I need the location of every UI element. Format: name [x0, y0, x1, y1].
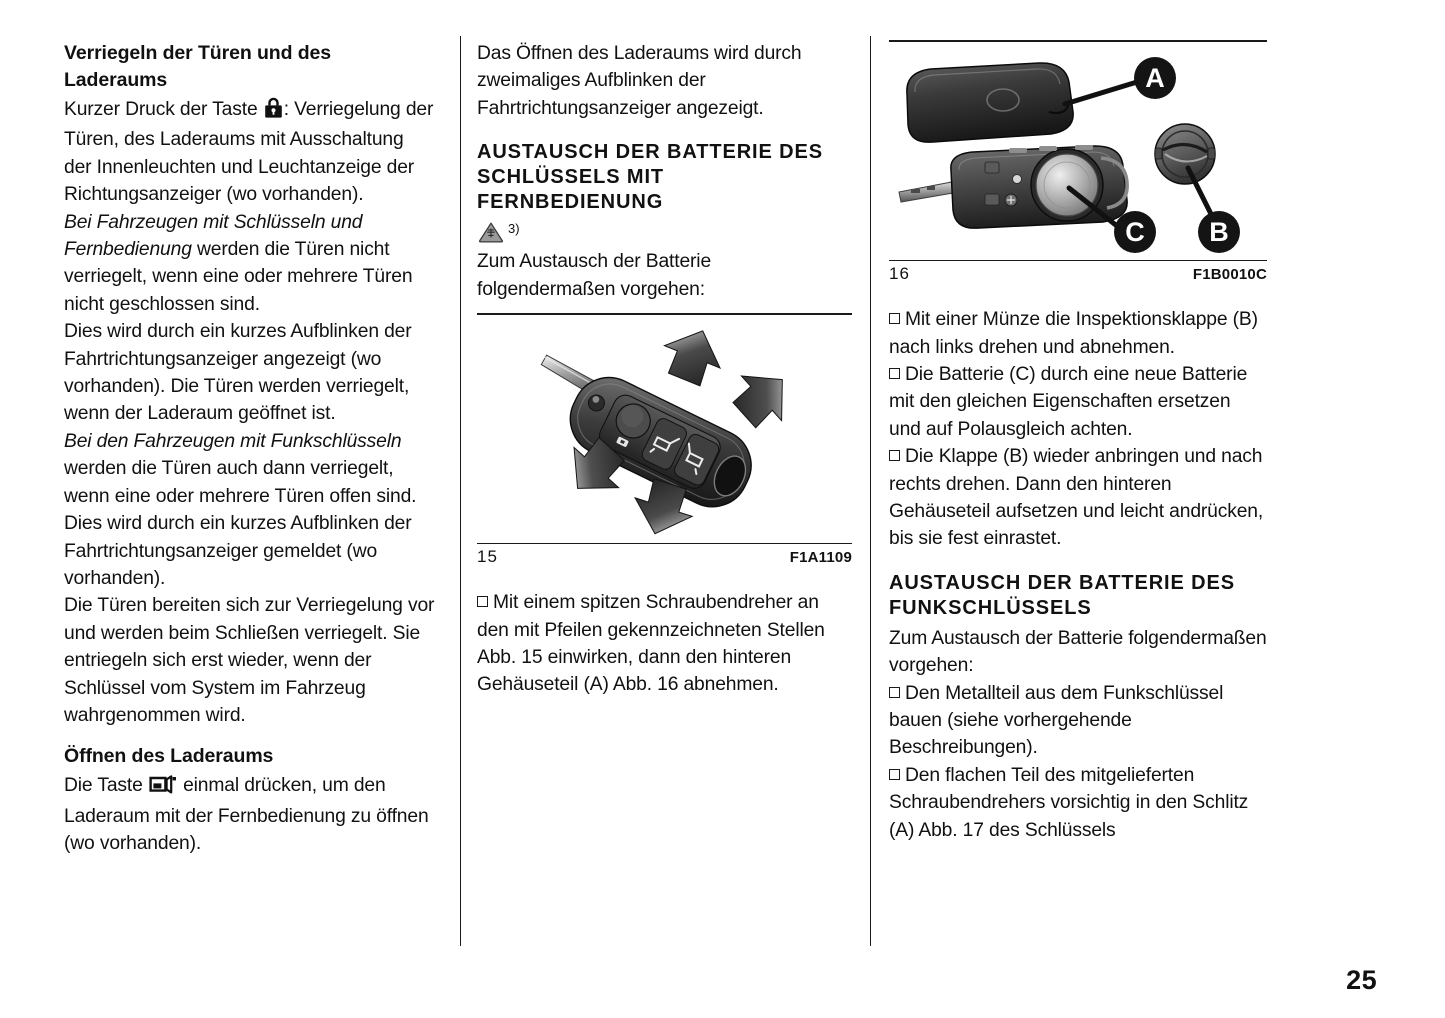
leader-line-a: [1065, 82, 1137, 104]
paragraph-dies-wird-durch: Dies wird durch ein kurzes Aufblinken der Fahrtrichtungsanzeiger angezeigt (wo vorhanden). Die Türen werden verriegelt, wenn der Laderaum geöffnet ist.: [64, 321, 412, 425]
paragraph-bei-fahrzeugen-schluessel: [64, 209, 436, 319]
footnote-reference-3: 3): [508, 221, 520, 237]
bullet-schraubendreher-pfeile: [477, 589, 852, 699]
paragraph-zum-austausch-vorgehen-c3: Zum Austausch der Batterie folgendermaßen vorgehen:: [889, 627, 1267, 677]
callout-label-c: C: [1125, 216, 1145, 247]
bullet-text: Die Batterie (C) durch eine neue Batterie mit den gleichen Eigenschaften ersetzen und auf Polausgleich achten.: [889, 364, 1248, 440]
bullet-text: Den flachen Teil des mitgelieferten Schraubendrehers vorsichtig in den Schlitz (A) Abb. 17 des Schlüssels: [889, 764, 1249, 841]
square-bullet-icon: [889, 769, 900, 780]
figure-16-code: F1B0010C: [1192, 266, 1267, 284]
para4-italic-lead: Bei den Fahrzeugen mit Funkschlüsseln: [64, 430, 402, 452]
text-column-2: [477, 40, 852, 699]
arrow-top-left: [655, 319, 730, 390]
warning-triangle-icon: [478, 221, 504, 245]
figure-15: [477, 313, 852, 567]
boot-open-icon: [149, 775, 177, 802]
paragraph-zum-austausch-vorgehen-c2: Zum Austausch der Batterie folgendermaßen vorgehen:: [477, 251, 712, 300]
column-divider-2: [870, 36, 871, 946]
figure-15-caption: [477, 544, 852, 567]
padlock-icon: [264, 97, 283, 126]
heading-austausch-batterie-funkschluessel: AUSTAUSCH DER BATTERIE DES FUNKSCHLÜSSELS: [889, 571, 1236, 619]
fig16-inspection-cap: [1155, 124, 1215, 184]
heading-oeffnen-des-laderaums: Öffnen des Laderaums: [64, 745, 274, 768]
paragraph-kurzer-druck: [64, 96, 436, 209]
figure-16: [889, 40, 1267, 284]
bullet-klappe-anbringen: [889, 443, 1267, 553]
fig16-rear-cover: [907, 63, 1073, 142]
text-column-3: [889, 40, 1267, 844]
bullet-text: Den Metallteil aus dem Funkschlüssel bauen (siehe vorhergehende Beschreibungen).: [889, 682, 1224, 759]
paragraph-bei-funkschluesseln: [64, 428, 436, 592]
warning-footnote-row: [477, 219, 852, 245]
figure-16-caption: [889, 261, 1267, 284]
arrow-top-right: [724, 357, 803, 436]
para2-italic-lead: Bei Fahrzeugen mit Schlüsseln und Fernbedienung: [64, 211, 363, 261]
fig16-key-base: [899, 145, 1127, 228]
callout-label-a: A: [1145, 62, 1165, 93]
figure-16-number: 16: [889, 264, 910, 284]
figure-15-code: F1A1109: [789, 549, 852, 567]
bullet-text: Mit einem spitzen Schraubendreher an den mit Pfeilen gekennzeichneten Stellen Abb. 15 einwirken, dann den hinteren Gehäuseteil (A) Abb. 16 abnehmen.: [477, 592, 825, 696]
paragraph-die-taste-laderaum: [64, 772, 436, 857]
square-bullet-icon: [889, 368, 900, 379]
para2-rest: werden die Türen nicht verriegelt, wenn eine oder mehrere Türen nicht geschlossen sind.: [64, 239, 413, 315]
square-bullet-icon: [889, 687, 900, 698]
paragraph-tueren-bereiten-sich: Die Türen bereiten sich zur Verriegelung vor und werden beim Schließen verriegelt. Sie entriegeln sich erst wieder, wenn der Schlüssel vom System im Fahrzeug wahrgenommen wird.: [64, 595, 435, 726]
square-bullet-icon: [477, 596, 488, 607]
bullet-metallteil-ausbauen: [889, 680, 1267, 762]
text-column-1: [64, 40, 436, 858]
bullet-batterie-ersetzen: [889, 361, 1267, 443]
callout-label-b: B: [1209, 216, 1229, 247]
heading-austausch-batterie-schluessel: AUSTAUSCH DER BATTERIE DES SCHLÜSSELS MIT FERNBEDIENUNG: [477, 141, 824, 214]
bullet-text: Mit einer Münze die Inspektionsklappe (B) nach links drehen und abnehmen.: [889, 309, 1258, 358]
bullet-flacher-teil-schlitz: [889, 762, 1267, 844]
para6-lead-text: Die Taste: [64, 775, 148, 797]
column-divider-1: [460, 36, 461, 946]
para1-trail-text: : Verriegelung der Türen, des Laderaums mit Ausschaltung der Innenleuchten und Leuchtanzeige der Richtungsanzeiger (wo vorhanden).: [64, 99, 434, 206]
paragraph-oeffnen-laderaum-blinken: Das Öffnen des Laderaums wird durch zweimaliges Aufblinken der Fahrtrichtungsanzeiger angezeigt.: [477, 43, 802, 119]
figure-16-artwork: [889, 42, 1267, 260]
bullet-text: Die Klappe (B) wieder anbringen und nach rechts drehen. Dann den hinteren Gehäuseteil aufsetzen und leicht andrücken, bis sie fest einrastet.: [889, 446, 1264, 550]
figure-15-artwork: [477, 315, 852, 543]
page-number: 25: [1346, 965, 1377, 995]
para6-trail-text: einmal drücken, um den Laderaum mit der Fernbedienung zu öffnen (wo vorhanden).: [64, 775, 429, 855]
para1-lead-text: Kurzer Druck der Taste: [64, 99, 263, 120]
figure-15-number: 15: [477, 547, 498, 567]
square-bullet-icon: [889, 450, 900, 461]
square-bullet-icon: [889, 313, 900, 324]
bullet-muenze-inspektionsklappe: [889, 306, 1267, 361]
para4-rest: werden die Türen auch dann verriegelt, wenn eine oder mehrere Türen offen sind. Dies wird durch ein kurzes Aufblinken der Fahrtrichtungsanzeiger gemeldet (wo vorhanden).: [64, 458, 417, 589]
heading-verriegeln-der-tueren: Verriegeln der Türen und des Laderaums: [64, 42, 332, 91]
